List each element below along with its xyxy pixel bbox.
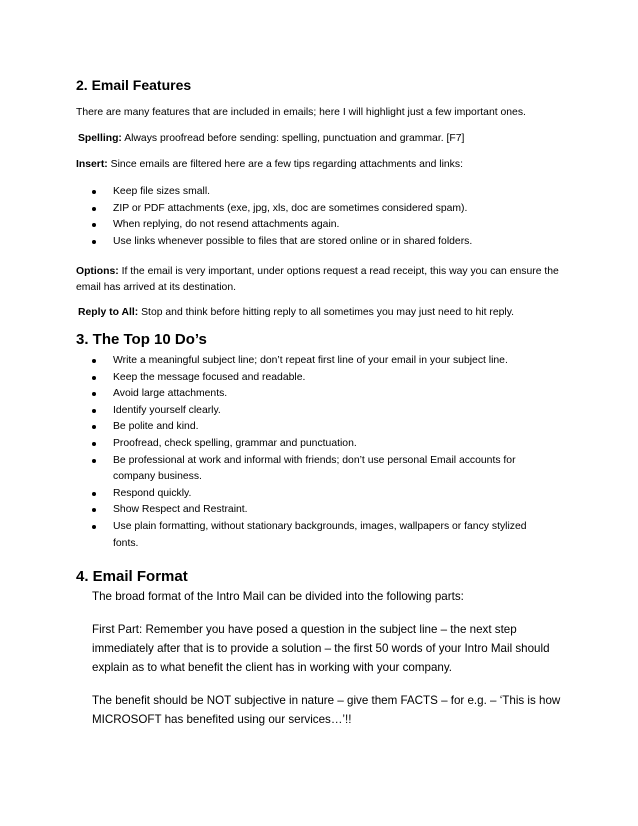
list-item [76, 486, 576, 503]
insert-text: Since emails are filtered here are a few tips regarding attachments and links: [107, 159, 463, 170]
bullet-icon [92, 525, 96, 529]
bullet-icon [92, 508, 96, 512]
bullet-icon [92, 240, 96, 244]
list-item [76, 370, 576, 387]
bullet-icon [92, 492, 96, 496]
list-item-text: Be polite and kind. [113, 421, 199, 433]
section-top-10 [76, 332, 576, 348]
list-item-text: Avoid large attachments. [113, 388, 228, 400]
bullet-icon [92, 409, 96, 413]
section-heading: 3. The Top 10 Do’s [76, 331, 207, 348]
bullet-icon [92, 376, 96, 380]
spelling-paragraph [78, 132, 578, 146]
insert-list [76, 184, 576, 250]
list-item [76, 436, 576, 453]
format-paragraph-3 [76, 691, 566, 729]
spelling-label: Spelling: [78, 133, 122, 144]
dos-list [76, 353, 576, 552]
bullet-icon [92, 207, 96, 211]
paragraph-text: First Part: Remember you have posed a question in the subject line – the next step immediately after that is to provide a solution – the first 50 words of your Intro Mail should explain as to what benefit the client has in working with your company. [92, 623, 550, 674]
section-heading: 4. Email Format [76, 568, 188, 585]
reply-paragraph [78, 306, 578, 320]
format-paragraph-1 [76, 587, 576, 606]
list-item-text: Identify yourself clearly. [113, 404, 221, 416]
intro-text: There are many features that are included in emails; here I will highlight just a few important ones. [76, 107, 526, 118]
format-paragraph-2 [76, 620, 566, 677]
reply-label: Reply to All: [78, 307, 139, 318]
insert-paragraph [76, 158, 576, 172]
options-paragraph [76, 264, 566, 296]
list-item [76, 353, 576, 370]
section-heading: 2. Email Features [76, 77, 192, 93]
list-item [76, 419, 576, 436]
bullet-icon [92, 392, 96, 396]
paragraph-text: The benefit should be NOT subjective in nature – give them FACTS – for e.g. – ‘This is how MICROSOFT has benefited using our services…’!! [92, 694, 561, 726]
list-item [76, 217, 576, 234]
spelling-text: Always proofread before sending: spelling, punctuation and grammar. [F7] [121, 133, 465, 144]
list-item [76, 184, 576, 201]
list-item-text: Keep file sizes small. [113, 186, 211, 197]
list-item-text: When replying, do not resend attachments again. [113, 219, 340, 231]
list-item [76, 234, 576, 251]
bullet-icon [92, 442, 96, 446]
bullet-icon [92, 459, 96, 463]
reply-text: Stop and think before hitting reply to all sometimes you may just need to hit reply. [138, 307, 515, 318]
insert-label: Insert: [76, 159, 108, 170]
bullet-icon [92, 425, 96, 429]
list-item [76, 386, 576, 403]
bullet-icon [92, 359, 96, 363]
list-item-text: Be professional at work and informal with friends; don’t use personal Email accounts for company business. [113, 454, 516, 483]
list-item-text: Show Respect and Restraint. [113, 504, 248, 516]
list-item-text: Respond quickly. [113, 487, 192, 499]
list-item-text: Keep the message focused and readable. [113, 371, 306, 383]
list-item-text: Write a meaningful subject line; don’t repeat first line of your email in your subject line. [113, 355, 508, 366]
list-item [76, 403, 576, 420]
list-item-text: Use plain formatting, without stationary backgrounds, images, wallpapers or fancy stylized fonts. [113, 520, 527, 549]
list-item-text: Proofread, check spelling, grammar and punctuation. [113, 437, 357, 449]
list-item [76, 502, 576, 519]
options-label: Options: [76, 266, 119, 277]
bullet-icon [92, 223, 96, 227]
list-item [76, 453, 576, 486]
list-item [76, 201, 576, 218]
paragraph-text: The broad format of the Intro Mail can be divided into the following parts: [92, 590, 464, 603]
intro-paragraph [76, 106, 576, 120]
list-item-text: ZIP or PDF attachments (exe, jpg, xls, doc are sometimes considered spam). [113, 202, 468, 214]
bullet-icon [92, 190, 96, 194]
list-item-text: Use links whenever possible to files that are stored online or in shared folders. [113, 235, 473, 247]
section-email-format [76, 569, 576, 585]
section-email-features [76, 77, 576, 93]
options-text: If the email is very important, under options request a read receipt, this way you can ensure the email has arrived at its destination. [76, 266, 559, 293]
list-item [76, 519, 576, 552]
